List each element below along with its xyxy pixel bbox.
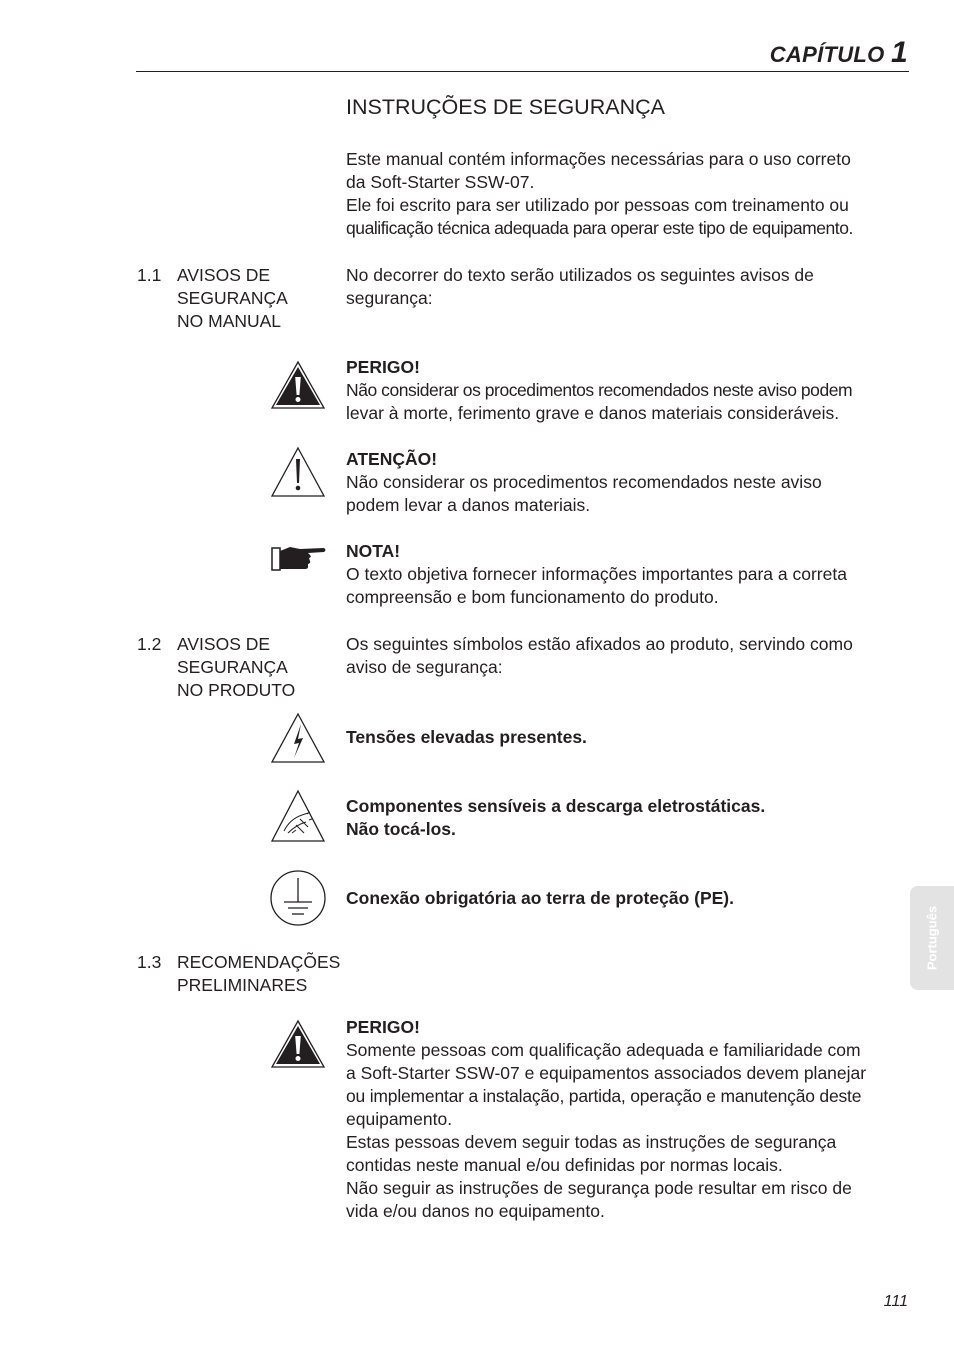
- section-1-1-text: [346, 264, 905, 310]
- warning-line: Não considerar os procedimentos recomendados neste aviso: [346, 472, 822, 492]
- section-number-1-2: 1.2: [137, 634, 162, 654]
- text-line: aviso de segurança:: [346, 657, 503, 677]
- attention-icon: [270, 446, 326, 498]
- intro-line: Este manual contém informações necessárias para o uso correto: [346, 149, 851, 169]
- text-line: No decorrer do texto serão utilizados os seguintes avisos de: [346, 265, 814, 285]
- warning-perigo: [346, 356, 905, 425]
- section-1-2-text: [346, 633, 905, 679]
- warning-line: Somente pessoas com qualificação adequada e familiaridade com: [346, 1040, 861, 1060]
- danger-icon: [270, 360, 326, 410]
- section-title-line: NO PRODUTO: [177, 680, 296, 700]
- warning-line: O texto objetiva fornecer informações importantes para a correta: [346, 564, 847, 584]
- warning-nota: [346, 540, 905, 609]
- section-title-line: SEGURANÇA: [177, 657, 288, 677]
- section-title-line: NO MANUAL: [177, 311, 282, 331]
- section-title-line: SEGURANÇA: [177, 288, 288, 308]
- note-hand-icon: [270, 542, 328, 574]
- intro-line: qualificação técnica adequada para operar este tipo de equipamento.: [346, 218, 853, 238]
- text-line: Os seguintes símbolos estão afixados ao produto, servindo como: [346, 634, 853, 654]
- page-number: 111: [883, 1293, 908, 1310]
- warning-heading: PERIGO!: [346, 357, 420, 377]
- warning-line: Não seguir as instruções de segurança pode resultar em risco de: [346, 1178, 852, 1198]
- esd-icon: [270, 789, 326, 843]
- intro-line: da Soft-Starter SSW-07.: [346, 172, 535, 192]
- chapter-label: CAPÍTULO: [769, 42, 885, 67]
- warning-line: vida e/ou danos no equipamento.: [346, 1201, 605, 1221]
- esd-text: [346, 795, 765, 841]
- warning-line: ou implementar a instalação, partida, operação e manutenção deste: [346, 1086, 862, 1106]
- danger-icon: [270, 1019, 326, 1069]
- section-number-1-1: 1.1: [137, 265, 162, 285]
- warning-line: podem levar a danos materiais.: [346, 495, 591, 515]
- section-title-line: AVISOS DE: [177, 634, 271, 654]
- high-voltage-text: Tensões elevadas presentes.: [346, 727, 587, 747]
- warning-heading: PERIGO!: [346, 1017, 420, 1037]
- section-title-line: AVISOS DE: [177, 265, 271, 285]
- ground-text: Conexão obrigatória ao terra de proteção (PE).: [346, 888, 734, 908]
- section-title-line: PRELIMINARES: [177, 975, 308, 995]
- warning-heading: NOTA!: [346, 541, 401, 561]
- esd-line: Componentes sensíveis a descarga eletrostáticas.: [346, 796, 766, 816]
- section-title-1-2: [177, 633, 295, 702]
- preliminary-warning: [346, 1016, 905, 1223]
- section-title-1-1: [177, 264, 288, 333]
- warning-line: Estas pessoas devem seguir todas as instruções de segurança: [346, 1132, 837, 1152]
- header-rule: [136, 71, 909, 72]
- chapter-number: 1: [891, 36, 908, 69]
- warning-atencao: [346, 448, 905, 517]
- page-title: INSTRUÇÕES DE SEGURANÇA: [346, 95, 665, 119]
- intro-line: Ele foi escrito para ser utilizado por pessoas com treinamento ou: [346, 195, 849, 215]
- text-line: segurança:: [346, 288, 433, 308]
- section-number-1-3: 1.3: [137, 952, 162, 972]
- high-voltage-icon: [270, 712, 326, 764]
- esd-line: Não tocá-los.: [346, 819, 456, 839]
- ground-icon: [268, 869, 328, 927]
- chapter-heading: [770, 36, 908, 70]
- section-title-1-3: [177, 951, 340, 997]
- intro-paragraph: [346, 148, 905, 240]
- warning-line: contidas neste manual e/ou definidas por normas locais.: [346, 1155, 783, 1175]
- warning-line: Não considerar os procedimentos recomendados neste aviso podem: [346, 380, 853, 400]
- warning-heading: ATENÇÃO!: [346, 449, 438, 469]
- warning-line: a Soft-Starter SSW-07 e equipamentos associados devem planejar: [346, 1063, 867, 1083]
- section-title-line: RECOMENDAÇÕES: [177, 952, 341, 972]
- language-tab: [910, 886, 954, 990]
- warning-line: compreensão e bom funcionamento do produto.: [346, 587, 719, 607]
- warning-line: equipamento.: [346, 1109, 453, 1129]
- language-tab-label: Português: [924, 905, 940, 971]
- warning-line: levar à morte, ferimento grave e danos materiais consideráveis.: [346, 403, 840, 423]
